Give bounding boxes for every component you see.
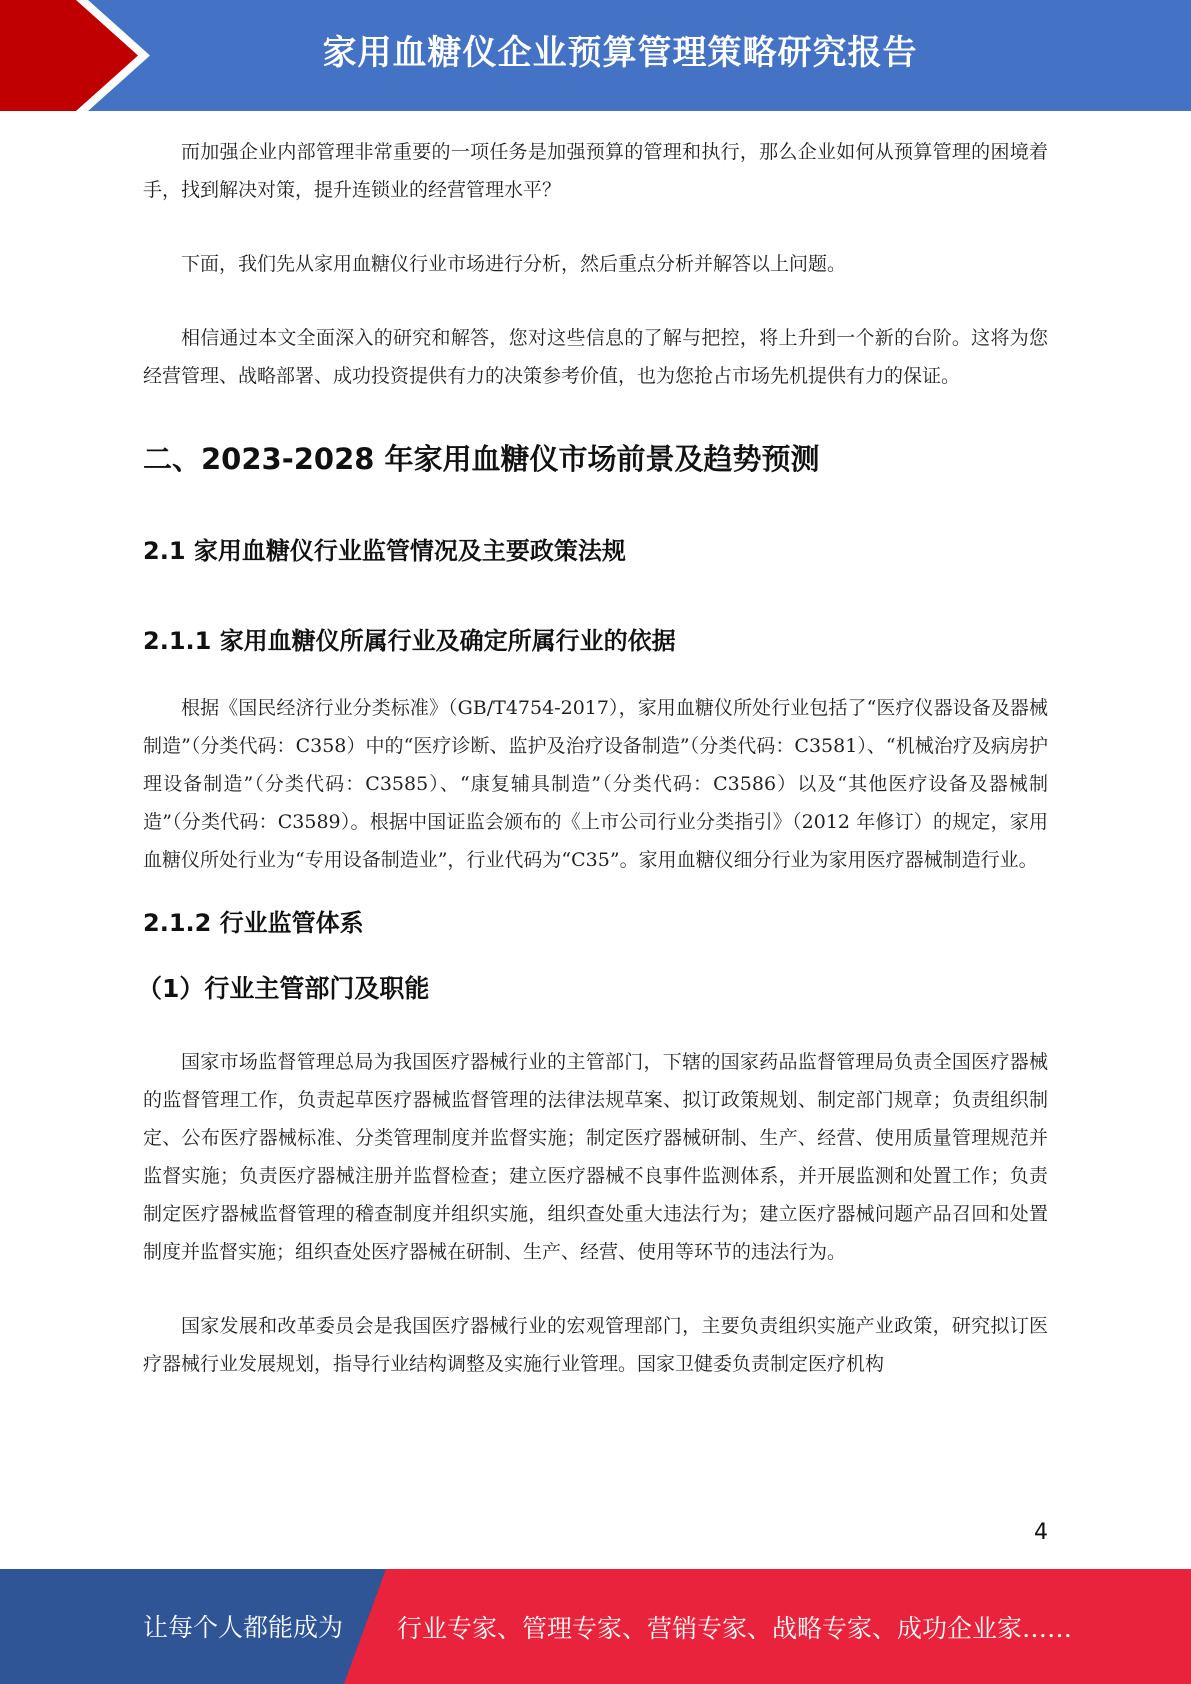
paragraph-intro-3: 相信通过本文全面深入的研究和解答，您对这些信息的了解与把控，将上升到一个新的台阶。这将为您经营管理、战略部署、成功投资提供有力的决策参考价值，也为您抢占市场先机提供有力的保证。	[143, 327, 1048, 387]
header-banner	[0, 0, 1191, 111]
page-number: 4	[1034, 1520, 1048, 1545]
section-2-1-2-heading: 2.1.2 行业监管体系	[143, 909, 364, 937]
footer-banner	[0, 1569, 1191, 1684]
subsection-1-body-1: 国家市场监督管理总局为我国医疗器械行业的主管部门，下辖的国家药品监督管理局负责全国医疗器械的监督管理工作，负责起草医疗器械监督管理的法律法规草案、拟订政策规划、制定部门规章；负责组织制定、公布医疗器械标准、分类管理制度并监督实施；制定医疗器械研制、生产、经营、使用质量管理规范并监督实施；负责医疗器械注册并监督检查；建立医疗器械不良事件监测体系，并开展监测和处置工作；负责制定医疗器械监督管理的稽查制度并组织实施，组织查处重大违法行为；建立医疗器械问题产品召回和处置制度并监督实施；组织查处医疗器械在研制、生产、经营、使用等环节的违法行为。	[143, 1051, 1048, 1263]
footer-slogan-right: 行业专家、管理专家、营销专家、战略专家、成功企业家……	[397, 1614, 1073, 1643]
paragraph-intro-1: 而加强企业内部管理非常重要的一项任务是加强预算的管理和执行，那么企业如何从预算管理的困境着手，找到解决对策，提升连锁业的经营管理水平？	[143, 141, 1048, 201]
section-2-1-1-heading: 2.1.1 家用血糖仪所属行业及确定所属行业的依据	[143, 627, 676, 655]
subsection-1-body-2: 国家发展和改革委员会是我国医疗器械行业的宏观管理部门，主要负责组织实施产业政策，研究拟订医疗器械行业发展规划，指导行业结构调整及实施行业管理。国家卫健委负责制定医疗机构	[143, 1315, 1048, 1375]
footer-slogan-left: 让每个人都能成为	[143, 1613, 344, 1642]
section-2-1-heading: 2.1 家用血糖仪行业监管情况及主要政策法规	[143, 537, 626, 565]
section-2-1-1-body: 根据《国民经济行业分类标准》（GB/T4754-2017），家用血糖仪所处行业包括了“医疗仪器设备及器械制造”（分类代码：C358）中的“医疗诊断、监护及治疗设备制造”（分类代码：C3581）、“机械治疗及病房护理设备制造”（分类代码：C3585）、“康复辅具制造”（分类代码：C3586）以及“其他医疗设备及器械制造”（分类代码：C3589）。根据中国证监会颁布的《上市公司行业分类指引》（2012 年修订）的规定，家用血糖仪所处行业为“专用设备制造业”，行业代码为“C35”。家用血糖仪细分行业为家用医疗器械制造行业。	[143, 697, 1048, 871]
paragraph-intro-2: 下面，我们先从家用血糖仪行业市场进行分析，然后重点分析并解答以上问题。	[181, 253, 847, 275]
report-title: 家用血糖仪企业预算管理策略研究报告	[322, 33, 918, 73]
document-body	[137, 133, 1048, 1383]
section-2-heading: 二、2023-2028 年家用血糖仪市场前景及趋势预测	[143, 442, 820, 476]
subsection-1-heading: （1）行业主管部门及职能	[137, 974, 430, 1003]
header-chevron-red	[0, 0, 138, 111]
